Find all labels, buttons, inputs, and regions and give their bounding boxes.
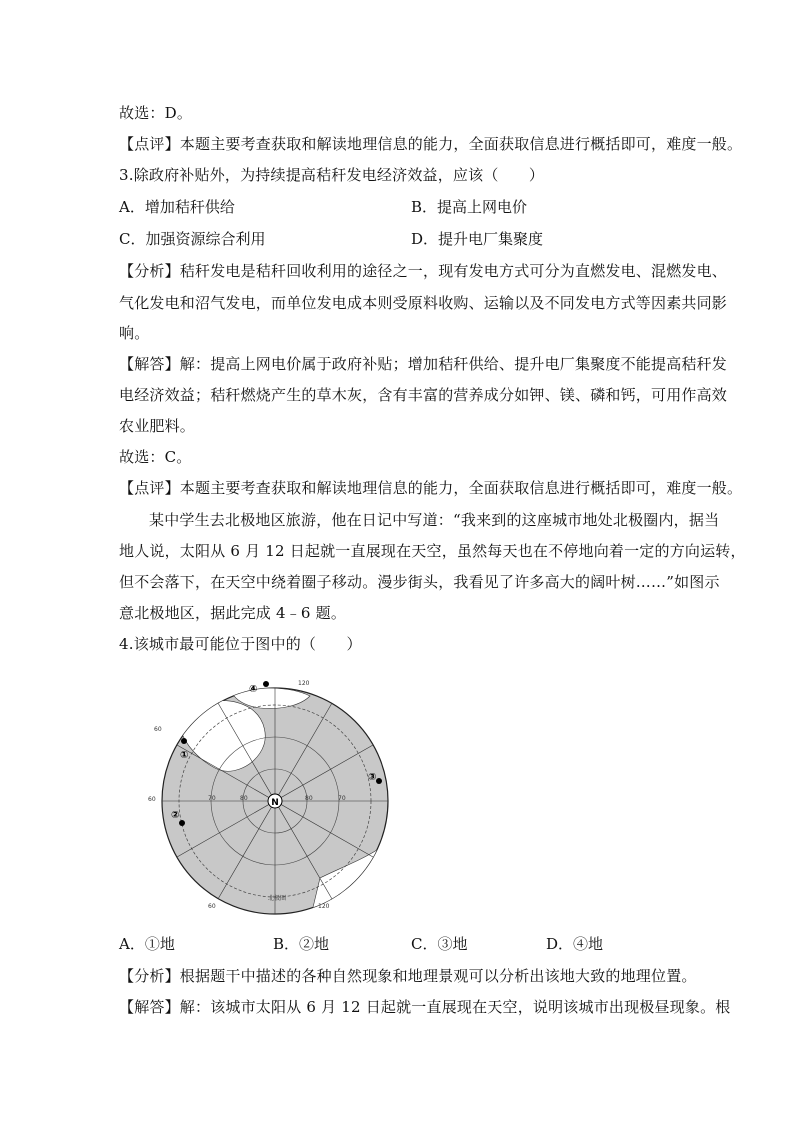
answer-line-c: 故选：C。 — [119, 448, 192, 466]
location-1-dot — [181, 738, 187, 744]
q3-option-c: C．加强资源综合利用 — [119, 230, 266, 248]
comment-line-1: 【点评】本题主要考查获取和解读地理信息的能力，全面获取信息进行概括即可，难度一般。 — [119, 135, 743, 153]
solution-3-line-2: 电经济效益；秸秆燃烧产生的草木灰，含有丰富的营养成分如钾、镁、磷和钙，可用作高效 — [119, 386, 728, 404]
degree-label-7: 60 — [148, 796, 156, 803]
degree-label-3: 60 — [154, 726, 162, 733]
degree-label-4: 120 — [318, 903, 330, 910]
q4-option-c: C．③地 — [411, 935, 468, 953]
degree-label-8: 80 — [240, 795, 248, 802]
passage-line-4: 意北极地区，据此完成 4﹣6 题。 — [119, 604, 347, 622]
q3-option-a: A．增加秸秆供给 — [119, 198, 235, 216]
analysis-3-line-1: 【分析】秸秆发电是秸秆回收利用的途径之一，现有发电方式可分为直燃发电、混燃发电、 — [119, 262, 728, 280]
q4-option-d: D．④地 — [546, 935, 604, 953]
q3-option-b: B．提高上网电价 — [411, 198, 528, 216]
arctic-map — [140, 668, 428, 920]
comment-line-2: 【点评】本题主要考查获取和解读地理信息的能力，全面获取信息进行概括即可，难度一般。 — [119, 479, 743, 497]
arctic-map-svg — [140, 668, 428, 920]
q3-option-d: D．提升电厂集聚度 — [411, 230, 544, 248]
arctic-circle-label: 北极圈 — [268, 895, 287, 902]
question-3: 3.除政府补贴外，为持续提高秸秆发电经济效益，应该（ ） — [119, 166, 545, 184]
passage-line-2: 地人说，太阳从 6 月 12 日起就一直展现在天空，虽然每天也在不停地向着一定的方向运转， — [119, 542, 746, 560]
location-4-dot — [263, 681, 269, 687]
degree-label-6: 70 — [338, 795, 346, 802]
analysis-3-line-2: 气化发电和沼气发电，而单位发电成本则受原料收购、运输以及不同发电方式等因素共同影 — [119, 294, 728, 312]
analysis-3-line-3: 响。 — [119, 324, 150, 342]
degree-label-1: 120 — [298, 680, 310, 687]
north-pole-label: N — [271, 798, 279, 808]
location-2-dot — [179, 820, 185, 826]
location-2-marker: ② — [171, 810, 180, 821]
question-4: 4.该城市最可能位于图中的（ ） — [119, 635, 362, 653]
q4-option-b: B．②地 — [273, 935, 330, 953]
analysis-4: 【分析】根据题干中描述的各种自然现象和地理景观可以分析出该地大致的地理位置。 — [119, 967, 697, 985]
location-1-marker: ① — [180, 750, 189, 761]
solution-3-line-3: 农业肥料。 — [119, 417, 196, 435]
degree-label-2: 60 — [208, 903, 216, 910]
location-3-marker: ③ — [368, 772, 377, 783]
degree-label-5: 70 — [208, 795, 216, 802]
solution-4-line-1: 【解答】解：该城市太阳从 6 月 12 日起就一直展现在天空，说明该城市出现极昼现象。根 — [119, 998, 731, 1016]
q4-option-a: A．①地 — [119, 935, 175, 953]
location-3-dot — [376, 778, 382, 784]
location-4-marker: ④ — [249, 684, 258, 695]
solution-3-line-1: 【解答】解：提高上网电价属于政府补贴；增加秸秆供给、提升电厂集聚度不能提高秸秆发 — [119, 355, 728, 373]
answer-line-d: 故选：D。 — [119, 104, 193, 122]
passage-line-1: 某中学生去北极地区旅游，他在日记中写道：“我来到的这座城市地处北极圈内，据当 — [149, 511, 720, 529]
degree-label-9: 80 — [305, 795, 313, 802]
passage-line-3: 但不会落下，在天空中绕着圈子移动。漫步街头，我看见了许多高大的阔叶树……”如图示 — [119, 573, 720, 591]
